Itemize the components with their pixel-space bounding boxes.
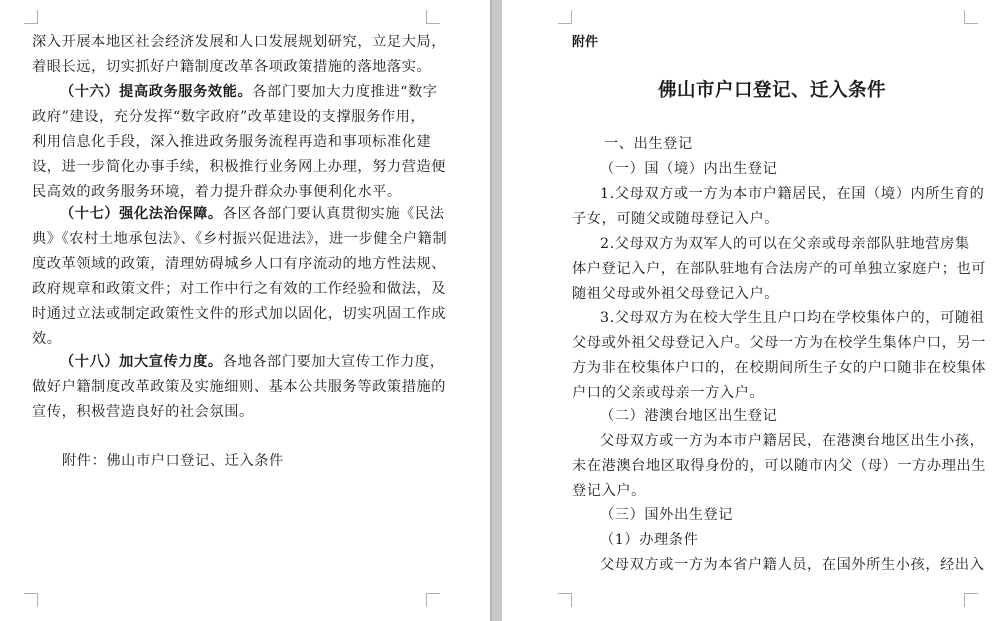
text-line: 典》《农村土地承包法》、《乡村振兴促进法》，进一步健全户籍制 — [32, 231, 448, 247]
crop-mark-bottom-right — [426, 593, 440, 607]
text-line: （三）国外出生登记 — [600, 507, 734, 523]
text-line — [32, 350, 462, 375]
text-line: 父母双方或一方为本市户籍居民，在港澳台地区出生小孩， — [600, 433, 985, 449]
crop-mark-top-left — [24, 10, 38, 24]
text-line: 户口的父亲或母亲一方入户。 — [572, 385, 765, 401]
text-run: 各部门要加大力度推进“数字 — [252, 84, 438, 100]
paragraph-hk-macao-taiwan — [572, 429, 987, 504]
text-line: 1.父母双方或一方为本市户籍居民，在国（境）内所生育的 — [600, 186, 985, 202]
text-line: 时通过立法或制定政策性文件的形式加以固化，切实巩固工作成 — [32, 306, 447, 322]
text-line: 2.父母双方为双军人的可以在父亲或母亲部队驻地营房集 — [600, 236, 970, 252]
crop-mark-bottom-left — [558, 593, 572, 607]
subsection-heading-abroad — [600, 503, 1000, 528]
text-line: 宣传，积极营造良好的社会氛围。 — [32, 404, 254, 420]
text-line: 附件：佛山市户口登记、迁入条件 — [62, 453, 284, 469]
text-line — [32, 80, 462, 105]
text-line: 设，进一步简化办事手续，积极推行业务网上办理，努力营造便 — [32, 159, 447, 175]
subsection-item-conditions — [600, 528, 1000, 553]
text-line: 3.父母双方为在校大学生且户口均在学校集体户的，可随祖 — [600, 310, 985, 326]
text-run: 各区各部门要认真贯彻实施《民法 — [222, 206, 445, 222]
paragraph-18 — [32, 350, 462, 425]
crop-mark-top-left — [558, 10, 572, 24]
text-run: 各地各部门要加大宣传工作力度， — [222, 354, 445, 370]
paragraph-abroad — [572, 553, 985, 578]
text-line: 未在港澳台地区取得身份的，可以随市内父（母）一方办理出生 — [572, 458, 987, 474]
list-item-2 — [572, 232, 987, 307]
text-line: 利用信息化手段，深入推进政务服务流程再造和事项标准化建 — [32, 134, 432, 150]
list-item-3 — [572, 306, 987, 406]
text-line: （一）国（境）内出生登记 — [600, 161, 778, 177]
text-line: 效。 — [32, 331, 62, 347]
paragraph-continued — [32, 30, 462, 80]
text-line: 登记入户。 — [572, 483, 646, 499]
paragraph-heading: （十八）加大宣传力度。 — [60, 354, 223, 370]
text-line — [32, 202, 462, 227]
text-line: （二）港澳台地区出生登记 — [600, 408, 778, 424]
text-line: 深入开展本地区社会经济发展和人口发展规划研究，立足大局， — [32, 34, 447, 50]
text-line: 政府规章和政策文件；对工作中行之有效的工作经验和做法，及 — [32, 281, 447, 297]
crop-mark-bottom-right — [964, 593, 978, 607]
text-line: 做好户籍制度改革政策及实施细则、基本公共服务等政策措施的 — [32, 379, 447, 395]
paragraph-heading: （十七）强化法治保障。 — [60, 206, 223, 222]
text-line: 父母双方或一方为本省户籍人员，在国外所生小孩，经出入 — [600, 557, 985, 573]
text-line: 随祖父母或外祖父母登记入户。 — [572, 286, 780, 302]
crop-mark-top-right — [426, 10, 440, 24]
text-line: 子女，可随父或随母登记入户。 — [572, 211, 780, 227]
crop-mark-bottom-left — [24, 593, 38, 607]
list-item-1 — [572, 182, 985, 232]
document-title: 佛山市户口登记、迁入条件 — [657, 80, 886, 101]
text-line: （1）办理条件 — [600, 532, 699, 548]
text-line: 政府”建设，充分发挥“数字政府”改革建设的支撑服务作用， — [32, 109, 426, 125]
text-line: 一、出生登记 — [604, 136, 693, 152]
subsection-heading-hk-macao-taiwan — [600, 404, 1000, 429]
attachment-label: 附件 — [572, 35, 599, 50]
text-line: 民高效的政务服务环境，着力提升群众办事便利化水平。 — [32, 184, 402, 200]
section-heading-birth — [604, 132, 1000, 157]
page-gutter-edge — [490, 0, 492, 621]
text-line: 方为非在校集体户口的，在校期间所生子女的户口随非在校集体 — [572, 360, 987, 376]
crop-mark-top-right — [964, 10, 978, 24]
attachment-note — [62, 449, 490, 474]
paragraph-17 — [32, 202, 462, 352]
document-page-right — [502, 0, 1000, 621]
text-line: 体户登记入户，在部队驻地有合法房产的可单独立家庭户；也可 — [572, 261, 987, 277]
subsection-heading-domestic — [600, 157, 1000, 182]
document-page-left — [0, 0, 490, 621]
paragraph-heading: （十六）提高政务服务效能。 — [60, 84, 253, 100]
text-line: 父母或外祖父母登记入户。父母一方为在校学生集体户口，另一 — [572, 335, 987, 351]
text-line: 度改革领域的政策，清理妨碍城乡人口有序流动的地方性法规、 — [32, 256, 447, 272]
text-line: 着眼长远，切实抓好户籍制度改革各项政策措施的落地落实。 — [32, 59, 432, 75]
paragraph-16 — [32, 80, 462, 205]
